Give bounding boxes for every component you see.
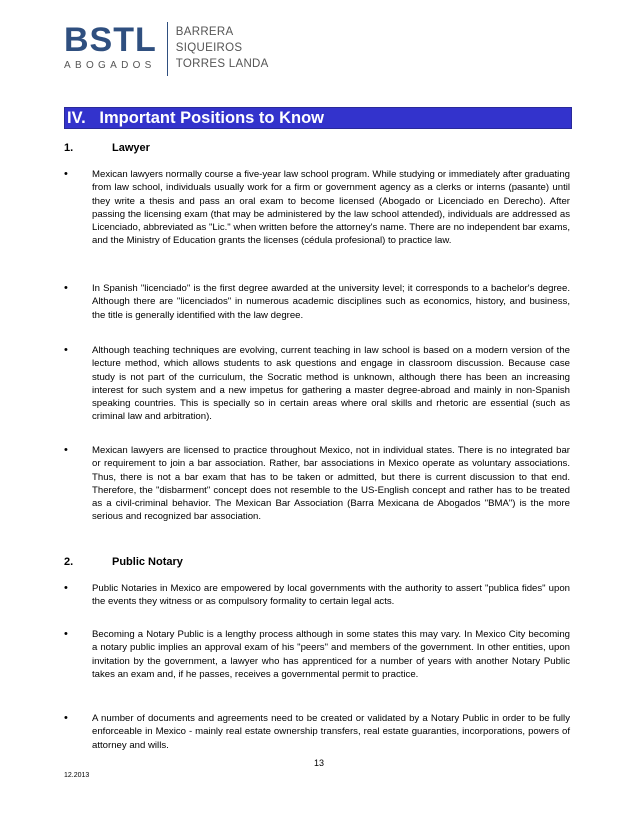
heading-title: Public Notary bbox=[112, 556, 183, 568]
footer-date: 12.2013 bbox=[64, 772, 90, 779]
bullet-icon: • bbox=[64, 344, 68, 356]
page-number: 13 bbox=[313, 758, 324, 768]
list-item bbox=[64, 344, 570, 424]
heading-title: Lawyer bbox=[112, 142, 150, 154]
firm-logo bbox=[64, 22, 269, 76]
heading-public-notary bbox=[64, 556, 183, 568]
heading-number: 1. bbox=[64, 142, 74, 154]
logo-name-1: BARRERA bbox=[175, 26, 234, 38]
list-item bbox=[64, 168, 570, 248]
list-item bbox=[64, 628, 570, 681]
bullet-text: Mexican lawyers are licensed to practice throughout Mexico, not in individual states. There is no integrated bar or requirement to join a bar association. Rather, bar associations in Mexico operate as voluntary associations. Thus, there is not a bar exam that has to be taken or admitted, but there is current discussion to that end. Therefore, the "disbarment" concept does not resemble to the US-English concept and rather has to be treated as a civil-criminal behavior. The Mexican Bar Association (Barra Mexicana de Abogados "BMA") is the more serious and recognized bar association. bbox=[92, 445, 570, 523]
bullet-icon: • bbox=[64, 282, 68, 294]
bullet-icon: • bbox=[64, 444, 68, 456]
bullet-text: Becoming a Notary Public is a lengthy process although in some states this may vary. In Mexico City becoming a notary public implies an approval exam of his "peers" and members of the government. In other entities, upon invitation by the government, a lawyer who has apprenticed for a number of years with another Notary Public takes an exam and, if he passes, receives a governmental permit to practice. bbox=[92, 629, 570, 680]
heading-lawyer bbox=[64, 142, 150, 154]
logo-firm-names bbox=[176, 22, 269, 72]
bullet-icon: • bbox=[64, 168, 68, 180]
heading-number: 2. bbox=[64, 556, 74, 568]
list-item bbox=[64, 444, 570, 524]
section-title: IV. Important Positions to Know bbox=[67, 108, 324, 127]
logo-main-text: BSTL bbox=[64, 21, 157, 59]
logo-divider bbox=[167, 22, 168, 76]
logo-sub-text: ABOGADOS bbox=[64, 60, 156, 71]
bullet-text: Public Notaries in Mexico are empowered by local governments with the authority to assert "publica fides" upon the events they witness or as compulsory formality to certain legal acts. bbox=[92, 583, 570, 608]
bullet-icon: • bbox=[64, 712, 68, 724]
list-item bbox=[64, 582, 570, 609]
logo-mark bbox=[64, 22, 157, 71]
bullet-icon: • bbox=[64, 628, 68, 640]
bullet-text: In Spanish "licenciado" is the first degree awarded at the university level; it corresponds to a bachelor's degree. Although there are "licenciados" in numerous academic disciplines such as economics, history, and business, the title is generally identified with the law degree. bbox=[92, 283, 570, 321]
bullet-text: Mexican lawyers normally course a five-year law school program. While studying or immediately after graduating from law school, individuals usually work for a firm or government agency as a clerks or interns (pasante) until they write a thesis and pass an oral exam to become licensed (Abogado or Licenciado en Derecho). After passing the licensing exam (that may be administered by the law school attended), individuals are addressed as Licenciado, abbreviated as "Lic." when written before the attorney's name. There are no independent bar exams, and the Ministry of Education grants the licenses (cédula profesional) to practice law. bbox=[92, 169, 570, 247]
list-item bbox=[64, 282, 570, 322]
section-title-bar bbox=[64, 107, 572, 129]
bullet-icon: • bbox=[64, 582, 68, 594]
list-item bbox=[64, 712, 570, 752]
logo-name-2: SIQUEIROS bbox=[175, 42, 243, 54]
bullet-text: A number of documents and agreements need to be created or validated by a Notary Public in order to be fully enforceable in Mexico - mainly real estate ownership transfers, real estate guaranties, incorporations, powers of attorney and wills. bbox=[92, 713, 570, 751]
logo-name-3: TORRES LANDA bbox=[175, 58, 269, 70]
bullet-text: Although teaching techniques are evolving, current teaching in law school is based on a modern version of the lecture method, which allows students to ask questions and engage in classroom discussion. Because case study is not part of the curriculum, the Socratic method is unknown, although there has been an increasing interest for such system and a new impetus for gathering a master degree-abroad and mainly in non-Spanish speaking countries. This is specially so in certain areas where oral skills and rhetoric are essential (such as criminal law and arbitration). bbox=[92, 345, 570, 423]
